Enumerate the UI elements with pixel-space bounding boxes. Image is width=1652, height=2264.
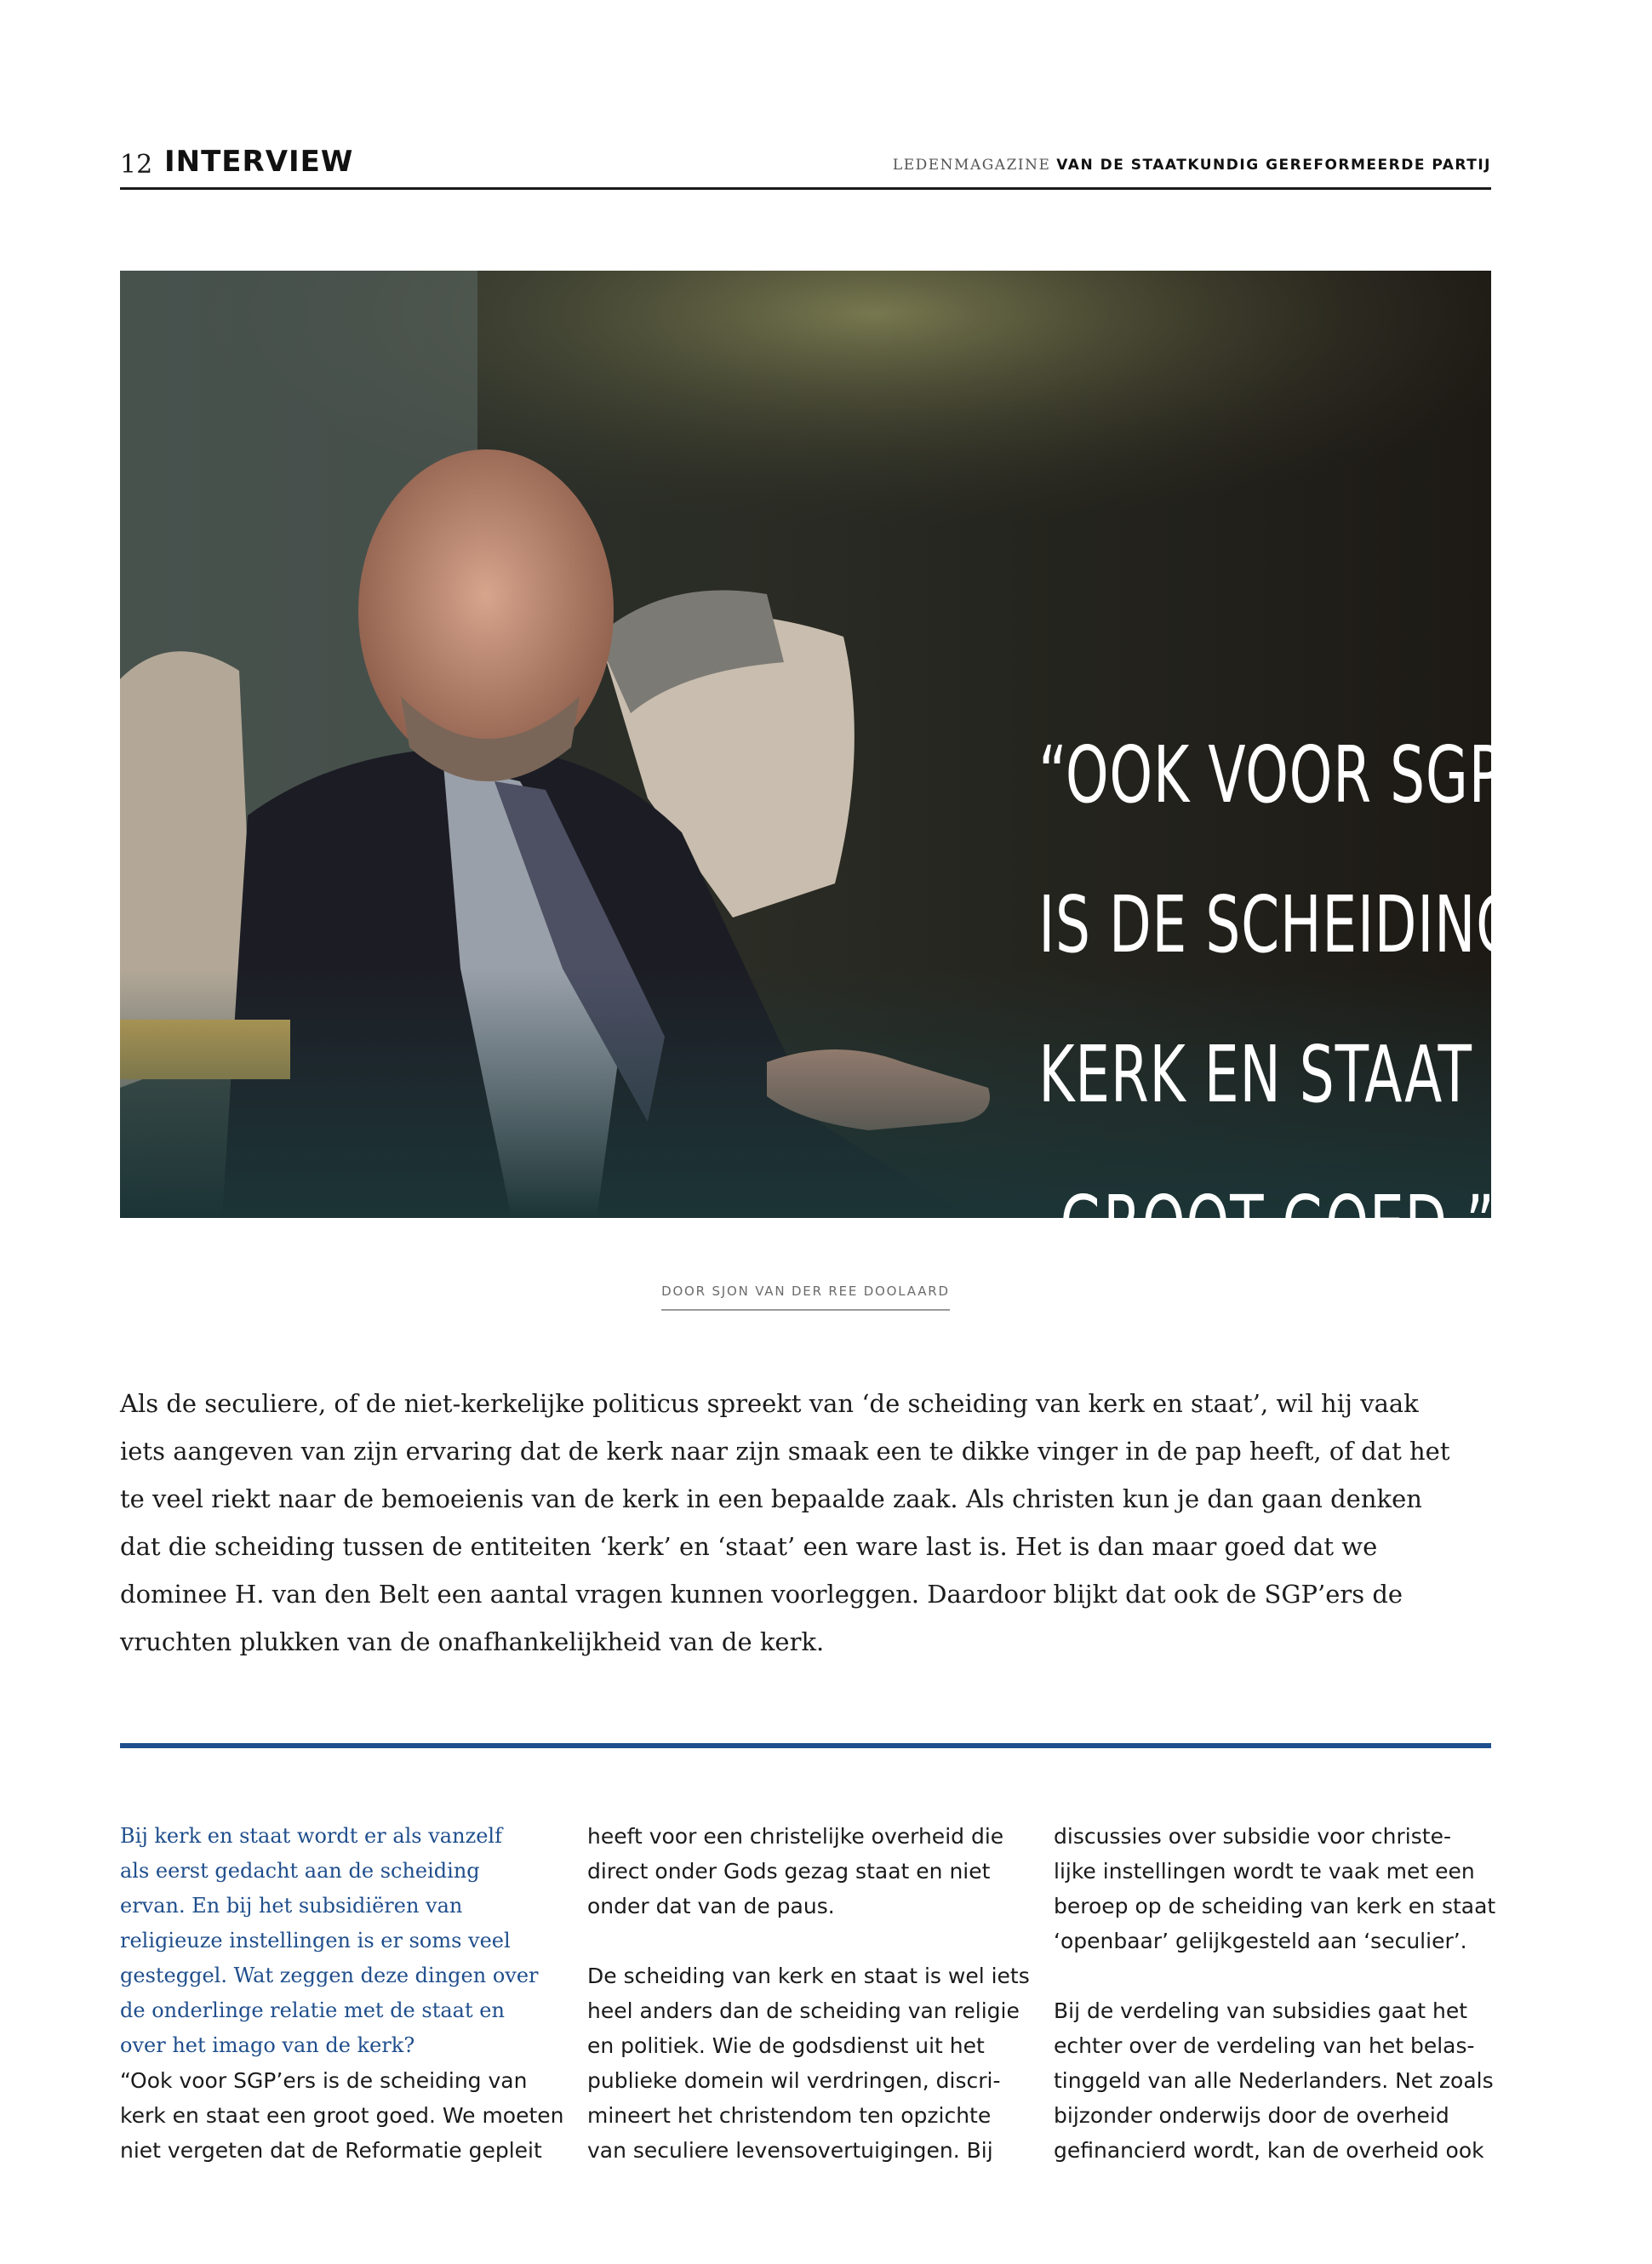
intro-line: iets aangeven van zijn ervaring dat de kerk naar zijn smaak een te dikke vinger in de pap heeft, of dat het — [120, 1437, 1450, 1466]
quote-line: “OOK VOOR SGP’ERS — [1038, 729, 1631, 820]
body-line: beroep op de scheiding van kerk en staat — [1054, 1894, 1496, 1918]
body-line: kerk en staat een groot goed. We moeten — [120, 2103, 564, 2128]
interview-answer — [120, 2063, 563, 2168]
intro-line: vruchten plukken van de onafhankelijkheid van de kerk. — [120, 1627, 825, 1656]
body-line: discussies over subsidie voor christe- — [1054, 1824, 1451, 1849]
paragraph-gap — [1054, 1958, 1496, 1993]
quote-line: IS DE SCHEIDING VAN — [1038, 879, 1652, 970]
body-line: “Ook voor SGP’ers is de scheiding van — [120, 2068, 528, 2093]
body-line: echter over de verdeling van het belas- — [1054, 2033, 1475, 2058]
question-line: als eerst gedacht aan de scheiding — [120, 1859, 480, 1883]
magazine-title-suffix: VAN DE STAATKUNDIG GEREFORMEERDE PARTIJ — [1056, 157, 1491, 174]
question-line: religieuze instellingen is er soms veel — [120, 1929, 511, 1952]
body-line: van seculiere levensovertuigingen. Bij — [587, 2138, 993, 2163]
body-line: niet vergeten dat de Reformatie gepleit — [120, 2138, 542, 2163]
body-line: lijke instellingen wordt te vaak met een — [1054, 1859, 1475, 1884]
intro-line: dat die scheiding tussen de entiteiten ‘kerk’ en ‘staat’ een ware last is. Het is dan maar goed dat we — [120, 1532, 1378, 1561]
body-line: onder dat van de paus. — [587, 1894, 835, 1918]
intro-line: dominee H. van den Belt een aantal vragen kunnen voorleggen. Daardoor blijkt dat ook de SGP’ers de — [120, 1580, 1403, 1609]
question-line: Bij kerk en staat wordt er als vanzelf — [120, 1824, 502, 1848]
body-line: Bij de verdeling van subsidies gaat het — [1054, 1998, 1468, 2023]
body-line: mineert het christendom ten opzichte — [587, 2103, 992, 2128]
magazine-title-prefix: LEDENMAGAZINE — [892, 157, 1051, 174]
intro-line: te veel riekt naar de bemoeienis van de kerk in een bepaalde zaak. Als christen kun je dan gaan denken — [120, 1484, 1422, 1513]
body-line: publieke domein wil verdringen, discri- — [587, 2068, 1001, 2093]
column-2 — [587, 1819, 1030, 2168]
intro-line: Als de seculiere, of de niet-kerkelijke politicus spreekt van ‘de scheiding van kerk en staat’, wil hij vaak — [120, 1389, 1419, 1418]
section-title: INTERVIEW — [164, 145, 354, 179]
body-line: heeft voor een christelijke overheid die — [587, 1824, 1004, 1849]
question-line: over het imago van de kerk? — [120, 2033, 415, 2057]
body-line: ‘openbaar’ gelijkgesteld aan ‘seculier’. — [1054, 1929, 1467, 1953]
body-line: heel anders dan de scheiding van religie — [587, 1998, 1020, 2023]
author-credit: DOOR SJON VAN DER REE DOOLAARD — [661, 1284, 950, 1311]
quote-line: GROOT GOED.” — [1060, 1179, 1495, 1270]
question-line: gesteggel. Wat zeggen deze dingen over — [120, 1964, 539, 1987]
body-line: bijzonder onderwijs door de overheid — [1054, 2103, 1449, 2128]
body-line: gefinancierd wordt, kan de overheid ook — [1054, 2138, 1484, 2163]
question-line: ervan. En bij het subsidiëren van — [120, 1894, 463, 1918]
section-divider — [120, 1743, 1491, 1748]
body-line: direct onder Gods gezag staat en niet — [587, 1859, 991, 1884]
page-number: 12 — [120, 150, 153, 180]
body-line: tinggeld van alle Nederlanders. Net zoals — [1054, 2068, 1494, 2093]
column-1 — [120, 1819, 563, 2168]
page-header — [120, 143, 1491, 190]
quote-line: KERK EN STAAT EEN — [1038, 1029, 1603, 1120]
interview-question — [120, 1819, 563, 2063]
body-line: en politiek. Wie de godsdienst uit het — [587, 2033, 985, 2058]
intro-paragraph — [120, 1380, 1492, 1666]
body-line: De scheiding van kerk en staat is wel iets — [587, 1964, 1030, 1988]
column-3 — [1054, 1819, 1496, 2168]
byline — [120, 1283, 1491, 1311]
paragraph-gap — [587, 1924, 1030, 1958]
pull-quote — [1038, 700, 1652, 1300]
hero-photo — [120, 271, 1652, 1270]
question-line: de onderlinge relatie met de staat en — [120, 1998, 505, 2022]
magazine-title — [893, 157, 1491, 174]
